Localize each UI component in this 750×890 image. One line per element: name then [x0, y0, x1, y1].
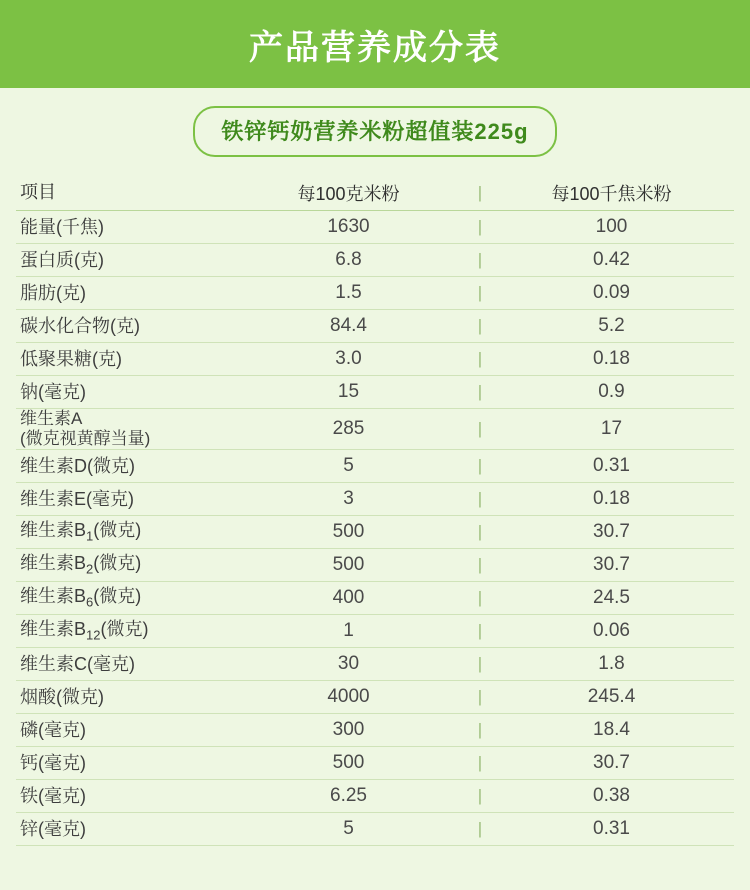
- row-value-per100kj: 5.2: [598, 315, 625, 336]
- row-item-label: 维生素A (微克视黄醇当量): [20, 409, 151, 449]
- row-value-per100kj: 0.18: [593, 348, 630, 369]
- table-row: [16, 516, 734, 549]
- column-divider: |: [477, 182, 483, 202]
- row-value-per100g: 3.0: [335, 348, 362, 369]
- row-value-per100kj: 0.42: [593, 249, 630, 270]
- table-row: [16, 714, 734, 747]
- row-divider: |: [477, 349, 483, 368]
- table-row: [16, 244, 734, 277]
- row-divider: |: [477, 316, 483, 335]
- table-row: [16, 450, 734, 483]
- table-row: [16, 615, 734, 648]
- row-divider: |: [477, 654, 483, 674]
- row-value-per100g: 1: [343, 620, 354, 642]
- row-value-per100g: 30: [337, 653, 360, 675]
- row-value-per100kj: 0.09: [593, 282, 630, 303]
- row-value-per100kj: 18.4: [593, 719, 630, 741]
- row-item-label: 烟酸(微克): [20, 687, 104, 708]
- table-row: [16, 813, 734, 846]
- row-value-per100g: 500: [332, 752, 365, 774]
- row-item-label: 低聚果糖(克): [20, 348, 122, 369]
- row-value-per100g: 5: [343, 455, 354, 477]
- row-value-per100g: 6.8: [335, 249, 362, 270]
- table-row: [16, 483, 734, 516]
- row-divider: |: [477, 419, 483, 439]
- row-item-label: 维生素C(毫克): [20, 654, 135, 675]
- row-value-per100g: 4000: [327, 686, 370, 708]
- table-row: [16, 310, 734, 343]
- table-row: [16, 780, 734, 813]
- column-header-item: 项目: [20, 182, 56, 203]
- row-value-per100kj: 24.5: [593, 587, 630, 609]
- row-item-label: 维生素D(微克): [20, 456, 135, 477]
- row-value-per100g: 500: [332, 521, 365, 543]
- row-value-per100g: 3: [343, 488, 354, 510]
- row-value-per100kj: 0.31: [593, 455, 630, 477]
- row-value-per100g: 15: [337, 381, 360, 402]
- row-value-per100kj: 1.8: [598, 653, 625, 675]
- row-value-per100kj: 30.7: [593, 554, 630, 576]
- row-value-per100g: 400: [332, 587, 365, 609]
- row-divider: |: [477, 588, 483, 608]
- row-divider: |: [477, 555, 483, 575]
- row-divider: |: [477, 786, 483, 806]
- page-header-band: [0, 0, 750, 88]
- table-row: [16, 747, 734, 780]
- row-divider: |: [477, 621, 483, 641]
- row-divider: |: [477, 382, 483, 401]
- row-value-per100kj: 0.31: [593, 818, 630, 840]
- column-header-per100g: 每100克米粉: [297, 183, 400, 204]
- table-row: [16, 343, 734, 376]
- row-divider: |: [477, 720, 483, 740]
- row-value-per100kj: 245.4: [587, 686, 636, 708]
- row-value-per100g: 5: [343, 818, 354, 840]
- row-value-per100kj: 30.7: [593, 521, 630, 543]
- row-divider: |: [477, 217, 483, 236]
- row-divider: |: [477, 283, 483, 302]
- row-item-label: 维生素$B_2$(微克): [20, 553, 142, 577]
- column-header-per100kj: 每100千焦米粉: [551, 183, 672, 204]
- product-name-label: 铁锌钙奶营养米粉超值装225g: [221, 119, 529, 144]
- row-item-label: 铁(毫克): [20, 786, 86, 807]
- row-value-per100kj: 0.18: [593, 488, 630, 510]
- row-value-per100g: 300: [332, 719, 365, 741]
- row-value-per100g: 500: [332, 554, 365, 576]
- table-row: [16, 211, 734, 244]
- table-row: [16, 277, 734, 310]
- row-item-label: 钠(毫克): [20, 381, 86, 402]
- table-row: [16, 582, 734, 615]
- row-value-per100g: 84.4: [330, 315, 367, 336]
- table-row: [16, 648, 734, 681]
- row-value-per100g: 1.5: [335, 282, 362, 303]
- row-item-label: 维生素$B_6$(微克): [20, 586, 142, 610]
- row-item-label: 维生素$B_1$(微克): [20, 520, 142, 544]
- page-title: 产品营养成分表: [249, 28, 501, 67]
- row-item-label: 维生素E(毫克): [20, 489, 134, 510]
- table-body: [16, 211, 734, 846]
- row-value-per100g: 6.25: [330, 785, 367, 807]
- row-value-per100kj: 0.06: [593, 620, 630, 642]
- row-item-label: 锌(毫克): [20, 819, 86, 840]
- row-divider: |: [477, 687, 483, 707]
- row-value-per100g: 285: [332, 418, 365, 440]
- row-divider: |: [477, 250, 483, 269]
- row-value-per100kj: 30.7: [593, 752, 630, 774]
- row-item-label: 磷(毫克): [20, 720, 86, 741]
- row-item-label: 维生素$B_{12}$(微克): [20, 619, 149, 643]
- table-header-row: [16, 175, 734, 211]
- row-item-label: 脂肪(克): [20, 282, 86, 303]
- row-divider: |: [477, 753, 483, 773]
- row-value-per100kj: 17: [600, 418, 623, 440]
- row-value-per100kj: 0.38: [593, 785, 630, 807]
- product-name-pill: [193, 106, 556, 157]
- table-row: [16, 376, 734, 409]
- row-divider: |: [477, 456, 483, 476]
- row-item-label: 蛋白质(克): [20, 249, 104, 270]
- row-value-per100kj: 0.9: [598, 381, 625, 402]
- nutrition-table: [0, 175, 750, 846]
- row-value-per100g: 1630: [327, 216, 370, 237]
- row-item-label: 碳水化合物(克): [20, 315, 140, 336]
- row-value-per100kj: 100: [595, 216, 628, 237]
- row-item-label: 钙(毫克): [20, 753, 86, 774]
- product-name-container: [0, 106, 750, 157]
- row-divider: |: [477, 819, 483, 839]
- table-row: [16, 409, 734, 450]
- row-divider: |: [477, 489, 483, 509]
- table-row: [16, 549, 734, 582]
- row-divider: |: [477, 522, 483, 542]
- row-item-label: 能量(千焦): [20, 216, 104, 237]
- table-row: [16, 681, 734, 714]
